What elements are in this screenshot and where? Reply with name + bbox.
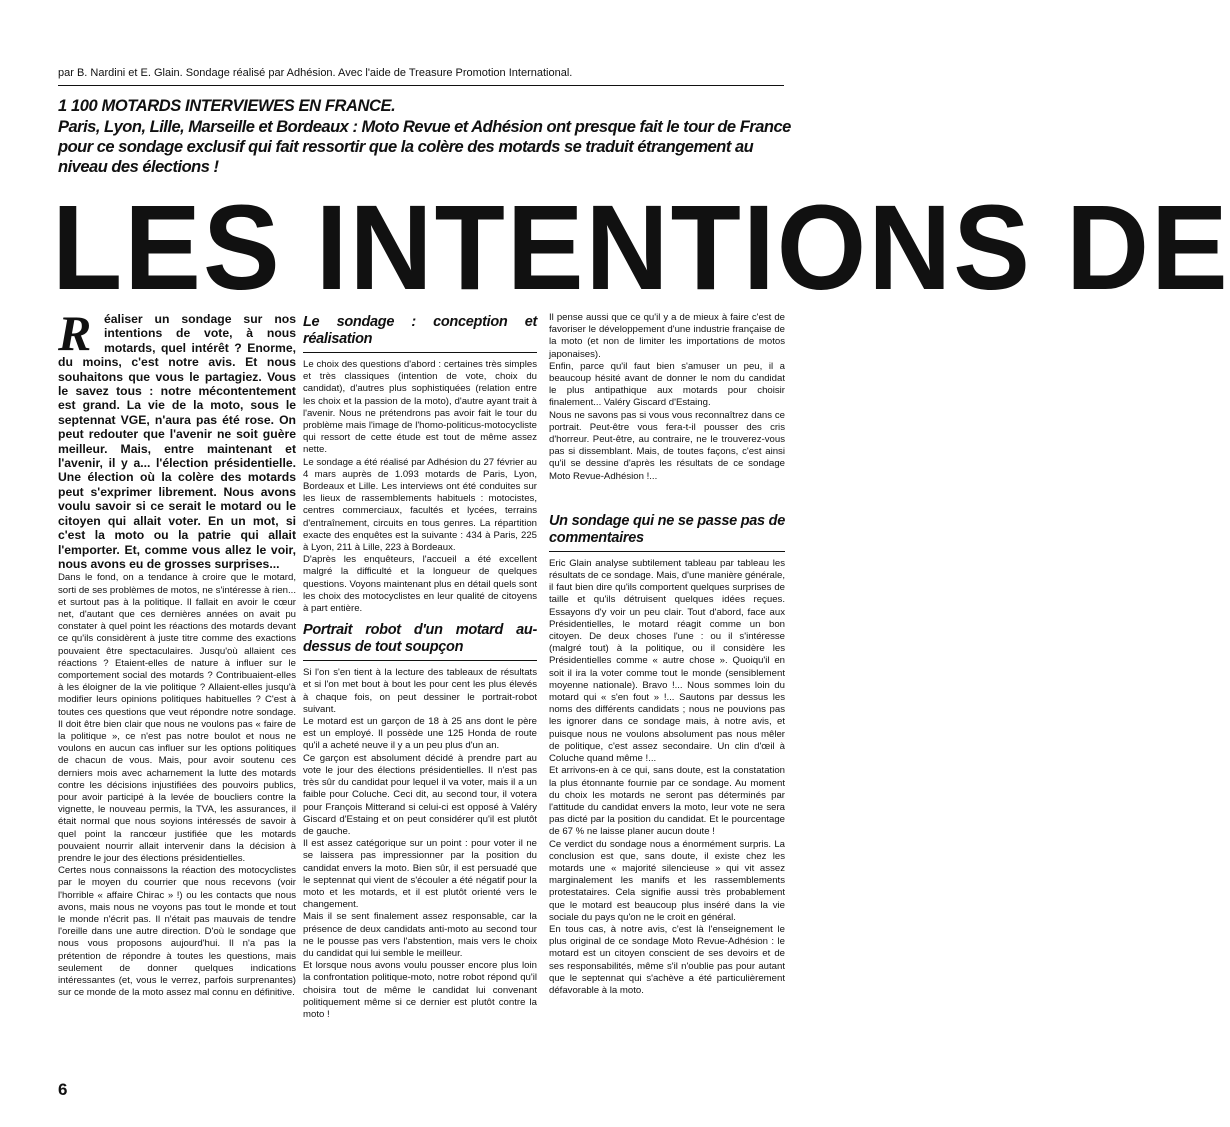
body-paragraph: Il pense aussi que ce qu'il y a de mieux à faire c'est de favoriser le développement d'une industrie française de la moto (et non de limiter les importations de motos japonaises). [549,312,785,360]
body-paragraph: Et arrivons-en à ce qui, sans doute, est la constatation la plus étonnante fournie par ce sondage. Au moment du choix les motards ne seront pas déterminés par l'attitude du candidat envers la moto, leur vote ne sera pas dicté par la position du candidat. Et le pourcentage de 67 % ne laisse planer aucun doute ! [549,765,785,838]
subheadline: Paris, Lyon, Lille, Marseille et Bordeaux : Moto Revue et Adhésion ont presque fait le tour de France pour ce sondage exclusif qui fait ressortir que la colère des motards se traduit étrangement au niveau des élections ! [58,118,791,176]
lead-paragraph: éaliser un sondage sur nos intentions de vote, à nous motards, quel intérêt ? Enorme, du moins, c'est notre avis. Et nous souhaitons que vous le partagiez. Vous le savez tous : notre mécontentement est grand. La vie de la moto, sous le septennat VGE, n'aura pas été rose. On peut redouter que l'avenir ne soit guère meilleur. Mais, entre maintenant et l'avenir, il y a... l'élection présidentielle. Une élection où la colère des motards peut s'exprimer librement. Nous avons voulu savoir si ce serait le motard ou le citoyen qui allait voter. En un mot, si c'est la moto ou la patrie qui allait l'emporter. Et, comme vous allez le voir, nous avons eu de grosses surprises... [58,312,296,571]
section-title: Portrait robot d'un motard au-dessus de tout soupçon [303,622,537,656]
body-paragraph: Dans le fond, on a tendance à croire que le motard, sorti de ses problèmes de motos, ne s'intéresse à rien... et surtout pas à la politique. Il fallait en avoir le cœur net, d'autant que ces dernières années on avait pu constater à quel point les réactions des motards devant ce qu'ils considèrent à juste titre comme des exactions pouvaient être spectaculaires. Jusqu'où allaient ces réactions ? Etaient-elles de nature à influer sur le comportement social des motards ? Contribuaient-elles à les éloigner de la vie politique ? Allaient-elles jusqu'à modifier leurs opinions politiques habituelles ? C'est à toutes ces questions que veut répondre notre sondage. Il doit être bien clair que nous ne voulons pas « faire de la politique », ce n'est pas notre boulot et nous ne voulons en aucun cas influer sur les options politiques de chacun de vous. Mais, pour avoir soutenu ces derniers mois avec acharnement la lutte des motards contre les décisions injustifiées des pouvoirs publics, pour avoir participé à la levée de boucliers contre la vignette, le nouveau permis, la TVA, les assurances, il était normal que nous soyions intéressés de savoir à quel point la rancœur justifiée que les motards pouvaient nourrir allait intervenir dans la décision à prendre le jour des élections présidentielles. [58,572,296,864]
section-title: Un sondage qui ne se passe pas de commentaires [549,512,785,546]
section-rule [303,660,537,661]
page-number: 6 [58,1080,68,1099]
column-2 [303,312,537,1107]
section-rule [303,352,537,353]
body-paragraph: D'après les enquêteurs, l'accueil a été excellent malgré la difficulté et la longueur de quelques questions. Voyons maintenant plus en détail quels sont les choix des motocyclistes en leur qualité de citoyens à part entière. [303,554,537,615]
body-paragraph: Le choix des questions d'abord : certaines très simples et très classiques (intention de vote, choix du candidat), d'autres plus sophistiquées (relation entre les choix et la passion de la moto), d'autre ayant trait à l'avenir. Nous ne prétendrons pas avoir fait le tour du problème mais l'image de l'homo-politicus-motocycliste qui ressort de cette étude est tout de même assez nette. [303,359,537,456]
body-paragraph: Certes nous connaissons la réaction des motocyclistes par le moyen du courrier que nous recevons (voir l'horrible « affaire Chirac » !) ou les contacts que nous avons, mais nous ne voyons pas tout le monde et tout le monde n'écrit pas. Il n'était pas mauvais de tendre l'oreille dans une autre direction. D'où le sondage que nous vous proposons aujourd'hui. Il n'a pas la prétention de répondre à toutes les questions, mais seulement de donner quelques indications intéressantes (et, vous le verrez, parfois surprenantes) sur ce monde de la moto assez mal connu en définitive. [58,865,296,999]
body-paragraph: Si l'on s'en tient à la lecture des tableaux de résultats et si l'on met bout à bout les pour cent les plus élevés à chaque fois, on peut dessiner le portrait-robot suivant. [303,667,537,715]
column-1 [58,305,296,1092]
body-paragraph: Mais il se sent finalement assez responsable, car la présence de deux candidats anti-moto au second tour ne le pousse pas vers l'abstention, mais vers le choix du candidat qui lui semble le meilleur. [303,911,537,959]
drop-cap: R [58,305,92,361]
body-paragraph: Eric Glain analyse subtilement tableau par tableau les résultats de ce sondage. Mais, d'une manière générale, il faut bien dire qu'ils comportent quelques surprises de taille et qu'ils détruisent quelques idées reçues. Essayons d'y voir un peu clair. Tout d'abord, face aux Présidentielles, le motard réagit comme un bon citoyen. De deux choses l'une : ou il s'intéresse (malgré tout) à la politique, ou il considère les Présidentielles comme « autre chose ». Quoiqu'il en soit il ira la voter comme tout le monde (sensiblement moyenne nationale). Bravo !... Nous sommes loin du motard qui « s'en fout » !... Sautons par dessus les noms des différents candidats ; nous ne pouvions pas les ignorer dans ce sondage mais, à notre avis, et puisque nous ne voulons absolument pas nous mêler de politique, c'est assez secondaire. Un clin d'œil à Coluche quand même !... [549,557,785,765]
body-paragraph: Nous ne savons pas si vous vous reconnaîtrez dans ce portrait. Peut-être vous fera-t-il pousser des cris d'horreur. Peut-être, au contraire, ne le trouverez-vous pas si dissemblant. Mais, de toutes façons, c'est ainsi qu'il se dessine d'après les résultats de ce sondage Moto Revue-Adhésion !... [549,409,785,482]
headline: LES INTENTIONS DE [52,180,1230,316]
body-paragraph: En tous cas, à notre avis, c'est là l'enseignement le plus original de ce sondage Moto Revue-Adhésion : le motard est un citoyen conscient de ses devoirs et de ses responsabilités, même s'il n'oublie pas pour autant que le septennat qui s'achève a été particulièrement défavorable à la moto. [549,923,785,996]
byline-rule [58,85,784,86]
body-paragraph: Il est assez catégorique sur un point : pour voter il ne se laissera pas impressionner par la position du candidat envers la moto. Bien sûr, il est persuadé que le septennat qui vient de s'écouler a été négatif pour la moto et les motards, et il est plutôt orienté vers le changement. [303,838,537,911]
section-title: Le sondage : conception et réalisation [303,314,537,347]
body-paragraph: Le sondage a été réalisé par Adhésion du 27 février au 4 mars auprès de 1.093 motards de Paris, Lyon, Bordeaux et Lille. Les interviews ont été conduites sur les lieux de rassemblements habituels : motocistes, centres commerciaux, facultés et lycées, terrains d'entraînement, circuits en tous genres. La répartition exacte des enquêtes est la suivante : 434 à Paris, 225 à Lyon, 211 à Lille, 223 à Bordeaux. [303,456,537,554]
kicker: 1 100 MOTARDS INTERVIEWES EN FRANCE. [58,97,396,115]
column-3 [549,312,785,1092]
body-paragraph: Et lorsque nous avons voulu pousser encore plus loin la confrontation politique-moto, notre robot répond qu'il choisira tout de même le candidat lui convenant politiquement même si ce dernier est plutôt contre la moto ! [303,960,537,1020]
byline: par B. Nardini et E. Glain. Sondage réalisé par Adhésion. Avec l'aide de Treasure Promotion International. [58,67,573,79]
body-paragraph: Ce garçon est absolument décidé à prendre part au vote le jour des élections présidentielles. Il n'est pas très sûr du candidat pour lequel il va voter, mais il a un faible pour Coluche. Ceci dit, au second tour, il votera pour François Mitterand si celui-ci est opposé à Valéry Giscard d'Estaing et on peut considérer qu'il est plutôt de gauche. [303,752,537,837]
body-paragraph: Enfin, parce qu'il faut bien s'amuser un peu, il a beaucoup hésité avant de donner le nom du candidat le plus antipathique aux motards pour choisir finalement... Valéry Giscard d'Estaing. [549,360,785,409]
body-paragraph: Le motard est un garçon de 18 à 25 ans dont le père est un employé. Il possède une 125 Honda de route qu'il a acheté neuve il y a un peu plus d'un an. [303,716,537,752]
section-rule [549,551,785,552]
body-paragraph: Ce verdict du sondage nous a énormément surpris. La conclusion est que, sans doute, il existe chez les motards une « majorité silencieuse » qui vit assez marginalement les manifs et les rassemblements protestataires. Cela signifie aussi très probablement que le motard est beaucoup plus inséré dans la vie sociale du pays qu'on ne le croit en général. [549,838,785,923]
